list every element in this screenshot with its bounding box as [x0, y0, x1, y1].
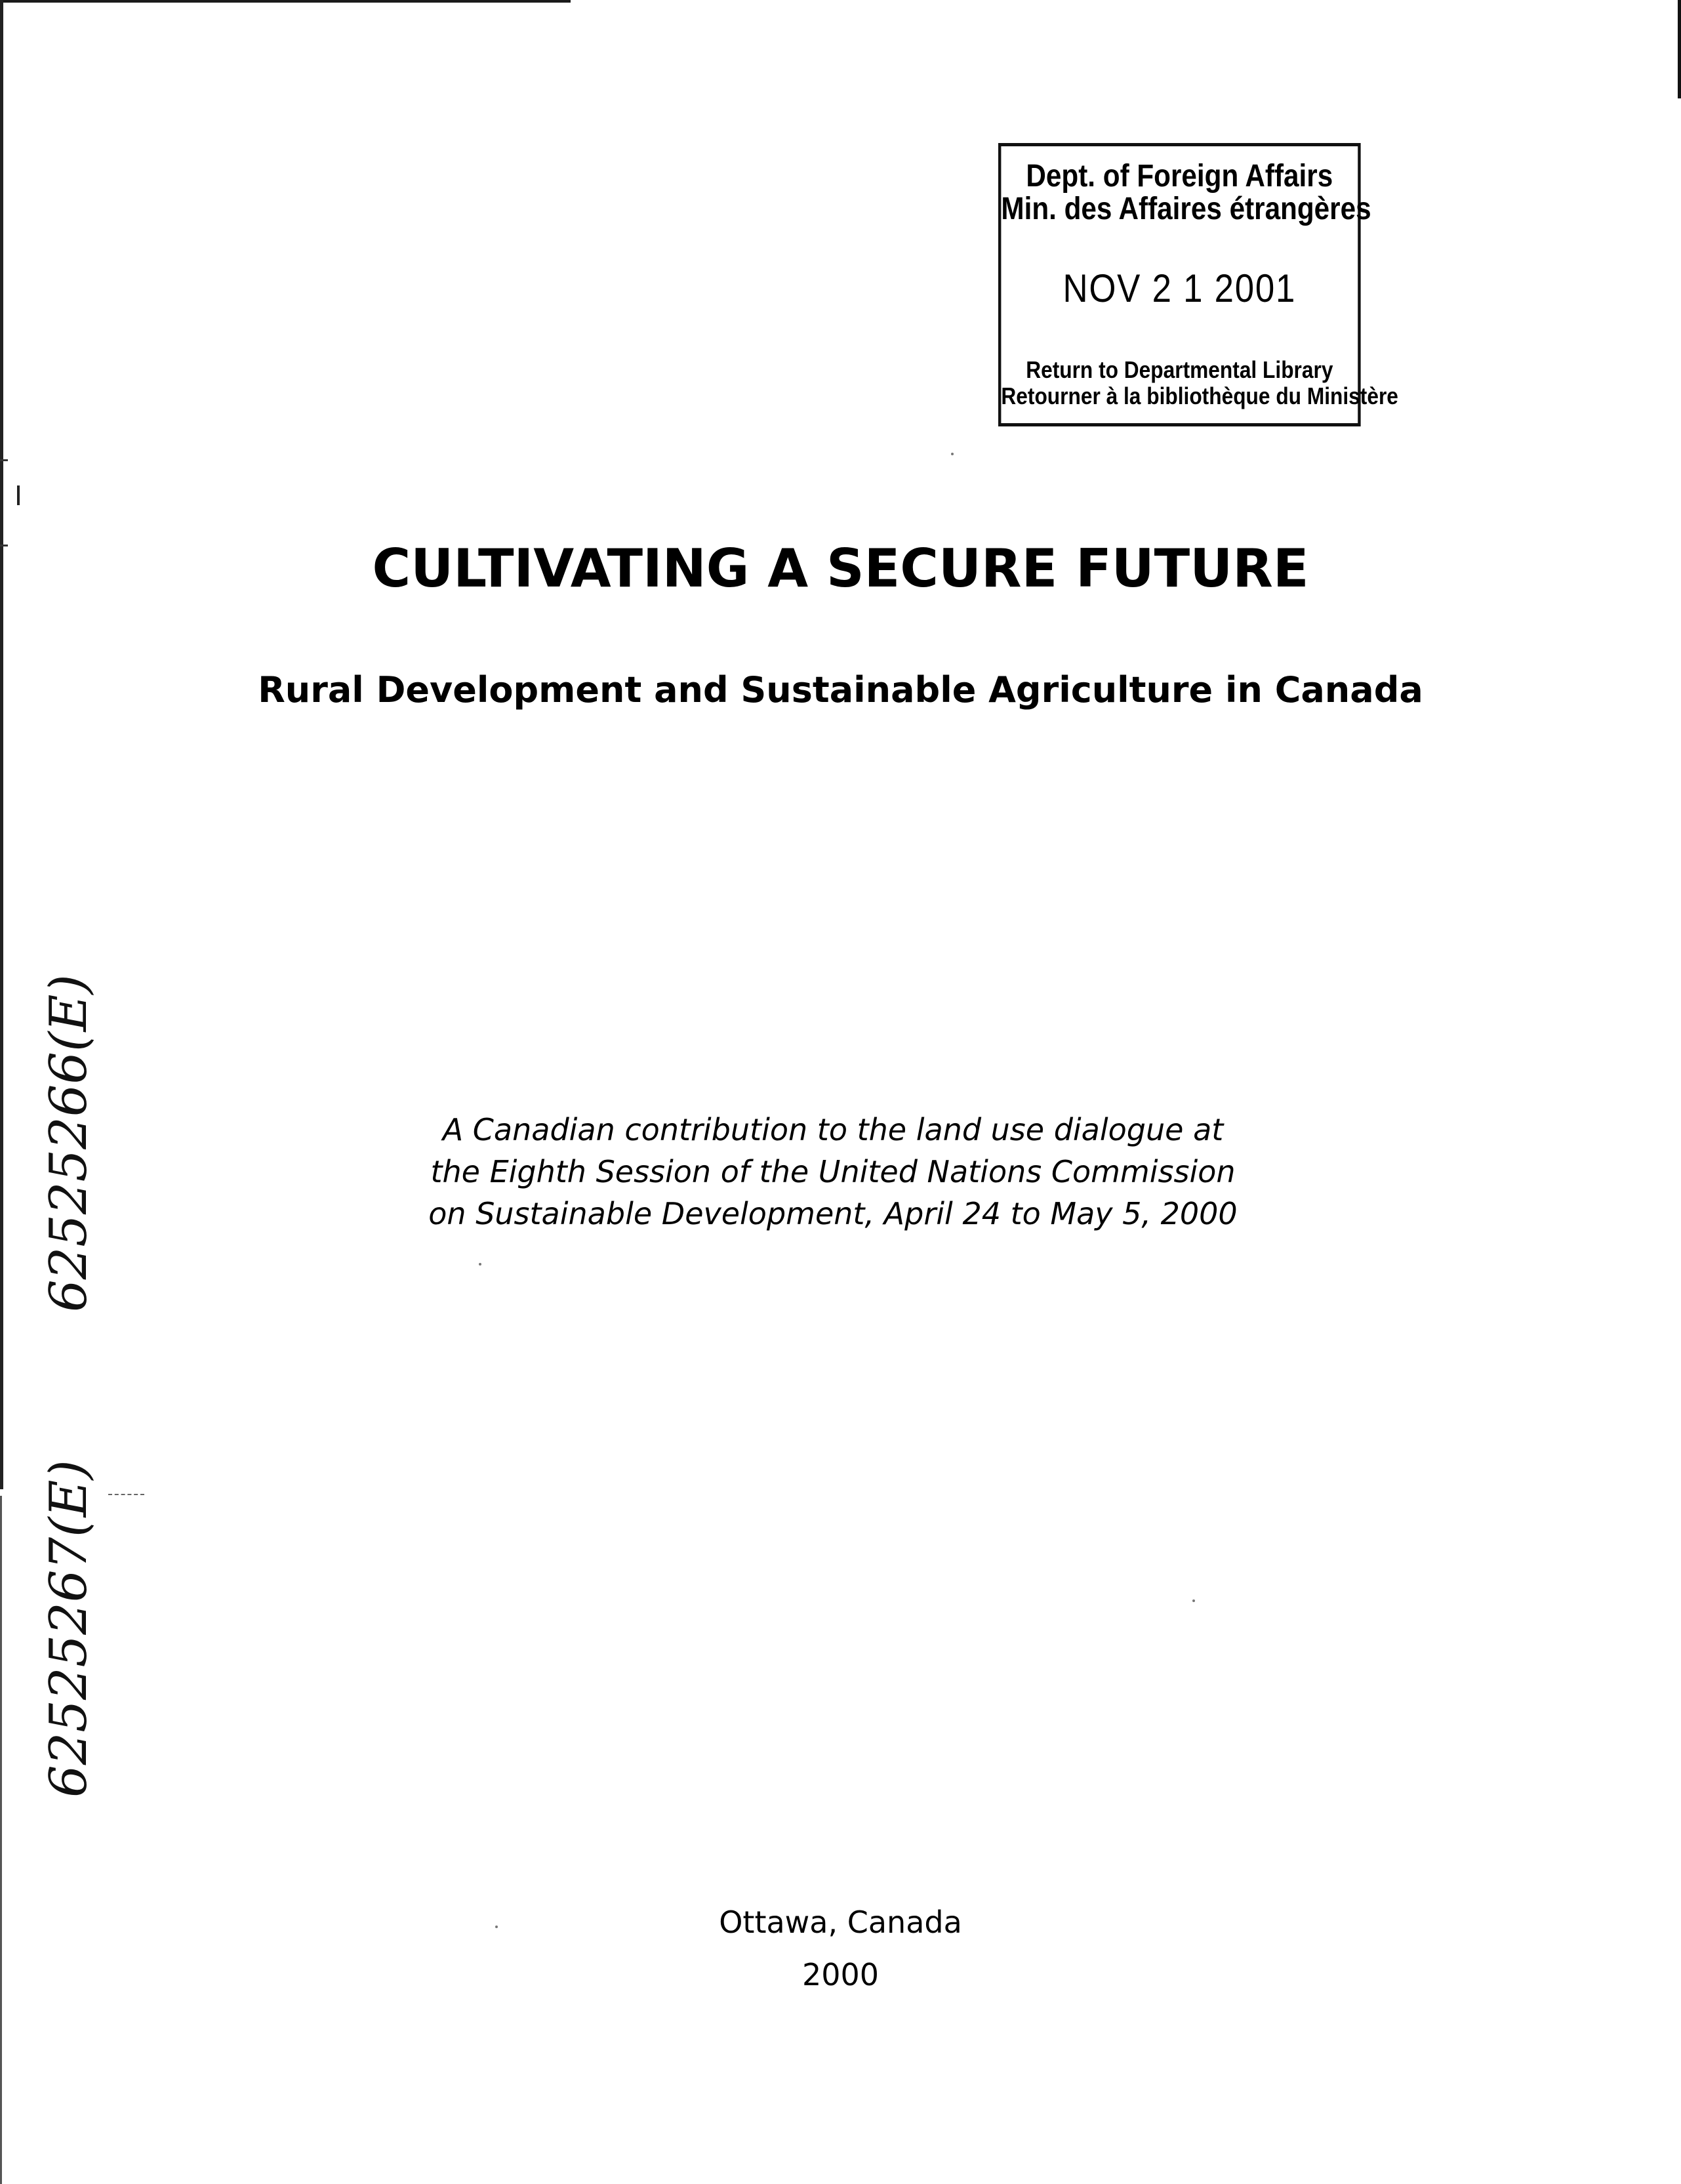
scan-mark — [17, 485, 20, 505]
publication-year: 2000 — [801, 1957, 880, 1992]
handwritten-call-number: 62525267(E) — [39, 1460, 98, 1798]
contribution-statement — [328, 1109, 1338, 1235]
scan-edge-left — [0, 0, 3, 1489]
stamp-return-fr: Retourner à la bibliothèque du Ministère — [1001, 382, 1398, 409]
document-subtitle: Rural Development and Sustainable Agriculture in Canada — [258, 669, 1423, 711]
scan-edge-right — [1678, 0, 1681, 98]
scan-tick — [0, 459, 8, 461]
scan-dash — [108, 1494, 144, 1496]
stamp-department-en: Dept. of Foreign Affairs — [1026, 159, 1333, 194]
publication-place — [0, 1896, 1681, 2001]
scan-speck — [951, 453, 954, 455]
stamp-department-fr: Min. des Affaires étrangères — [1001, 192, 1371, 226]
library-stamp — [998, 143, 1398, 426]
scan-edge-top — [0, 0, 571, 3]
contribution-line: on Sustainable Development, April 24 to May 5, 2000 — [428, 1196, 1238, 1231]
handwritten-call-number: 62525266(E) — [39, 974, 98, 1312]
contribution-line: A Canadian contribution to the land use dialogue at — [442, 1112, 1224, 1147]
publication-city: Ottawa, Canada — [719, 1905, 962, 1940]
contribution-line: the Eighth Session of the United Nations Commission — [430, 1154, 1236, 1189]
scan-speck — [1192, 1599, 1195, 1602]
scan-edge-left-lower — [0, 1496, 2, 2184]
stamp-return-en: Return to Departmental Library — [1026, 356, 1333, 383]
scan-speck — [479, 1263, 481, 1266]
scan-speck — [495, 1926, 498, 1928]
document-title: CULTIVATING A SECURE FUTURE — [372, 538, 1309, 599]
stamp-date: NOV 2 1 2001 — [1063, 266, 1297, 310]
